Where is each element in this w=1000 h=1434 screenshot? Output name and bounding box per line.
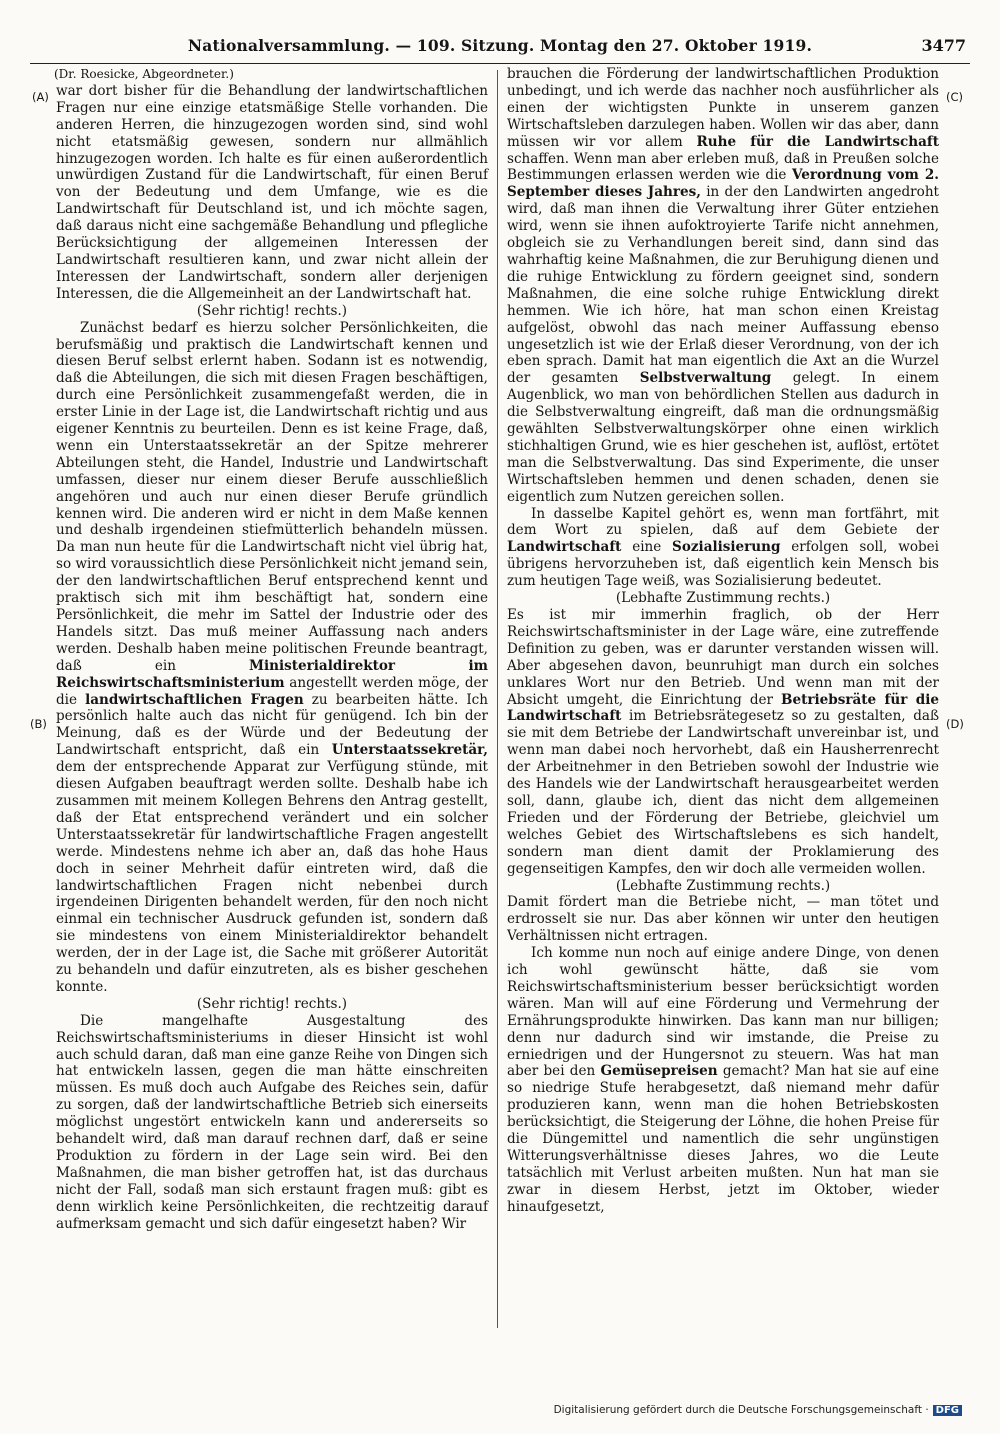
bold-term: landwirtschaftlichen Fragen [85, 691, 304, 708]
bold-term: Ruhe für die Landwirtschaft [696, 133, 939, 150]
digitization-credit [554, 1404, 962, 1416]
bold-term: Gemüsepreisen [600, 1063, 718, 1080]
header-rule [30, 63, 970, 64]
margin-marker-b: (B) [30, 717, 47, 731]
bold-term: Landwirtschaft [507, 539, 622, 556]
paragraph: Die mangelhafte Ausgestaltung des Reichswirtschaftsministeriums in dieser Hinsicht ist wohl auch schuld daran, daß man eine ganze Reihe von Dingen sich hat entwickeln lassen, gegen die man hätte einschreiten müssen. Es muß doch auch Aufgabe des Reiches sein, dafür zu sorgen, daß der landwirtschaftliche Betrieb sich einerseits möglichst ungestört entwickeln kann und andererseits so behandelt wird, daß man darauf rechnen darf, daß er seine Produktion zu fördern in der Lage sein wird. Bei den Maßnahmen, die man bisher getroffen hat, ist das durchaus nicht der Fall, sodaß man sich erstaunt fragen muß: gibt es denn wirklich keine Persönlichkeiten, die rechtzeitig darauf aufmerksam gemacht und sich dafür eingesetzt haben? Wir [56, 1012, 488, 1232]
interjection: (Sehr richtig! rechts.) [196, 995, 348, 1012]
bold-term: Unterstaatssekretär, [331, 742, 488, 759]
bold-term: Betriebsräte für die Landwirtschaft [507, 691, 939, 725]
paragraph: In dasselbe Kapitel gehört es, wenn man fortfährt, mit dem Wort zu spielen, daß auf dem Gebiete der Landwirtschaft eine Sozialisierung erfolgen soll, wobei übrigens hervorzuheben ist, daß eigentlich kein Mensch bis zum heutigen Tage weiß, was Sozialisierung bedeutet. [507, 505, 940, 590]
running-title: Nationalversammlung. — 109. Sitzung. Montag den 27. Oktober 1919. [187, 36, 813, 55]
paragraph: Damit fördert man die Betriebe nicht, — man tötet und erdrosselt sie nur. Das aber können wir unter den heutigen Verhältnissen nicht ertragen. [507, 894, 939, 945]
bold-term: Verordnung vom 2. September dieses Jahres, [507, 167, 939, 201]
dfg-logo: DFG [933, 1405, 962, 1416]
column-separator [497, 70, 498, 1328]
paragraph: war dort bisher für die Behandlung der landwirtschaftlichen Fragen nur eine einzige etatsmäßige Stelle vorhanden. Die anderen Herren, die hinzugezogen worden sind, sind wohl nicht etatsmäßig gewesen, sondern nur allmählich hinzugezogen worden. Ich halte es für einen außerordentlich unwürdigen Zustand für die Landwirtschaft, für einen Beruf von der Bedeutung und dem Umfange, wie es die Landwirtschaft für Deutschland ist, und ich möchte sagen, daß daraus nicht eine sachgemäße Behandlung und pflegliche Berücksichtigung der allgemeinen Interessen der Landwirtschaft resultieren kann, und zwar nicht allein der Interessen der Landwirtschaft, sondern aller derjenigen Interessen, die die Allgemeinheit an der Landwirtschaft hat. [56, 82, 488, 302]
page-header [30, 36, 970, 62]
interjection: (Sehr richtig! rechts.) [196, 302, 348, 319]
paragraph: Es ist mir immerhin fraglich, ob der Herr Reichswirtschaftsminister in der Lage wäre, eine zutreffende Definition zu geben, was er darunter verstanden wissen will. Aber abgesehen davon, beunruhigt man durch ein solches unklares Wort nur den Betrieb. Und wenn man mit der Absicht umgeht, die Einrichtung der Betriebsräte für die Landwirtschaft im Betriebsrätegesetz so zu gestalten, daß sie mit dem Betriebe der Landwirtschaft unvereinbar ist, und wenn man dabei noch hervorhebt, daß ein Hausherrenrecht der Arbeitnehmer in den Betrieben sowohl der Industrie wie des Handels wie der Landwirtschaft herausgearbeitet werden soll, dann, glaube ich, dient das nicht dem allgemeinen Frieden und der Förderung der Betriebe, gleichviel um welches Gebiet des Wirtschaftslebens es sich handelt, sondern man dient damit der Proklamierung des gegenseitigen Kampfes, den wir doch alle vermeiden wollen. [507, 607, 939, 877]
interjection: (Lebhafte Zustimmung rechts.) [615, 590, 831, 607]
page-number: 3477 [921, 36, 966, 55]
paragraph: brauchen die Förderung der landwirtschaftlichen Produktion unbedingt, und ich werde das nachher noch ausführlicher als einen der wichtigsten Punkte in unserem ganzen Wirtschaftsleben darzulegen haben. Wollen wir das aber, dann müssen wir vor allem Ruhe für die Landwirtschaft schaffen. Wenn man aber erleben muß, daß in Preußen solche Bestimmungen erlassen werden wie die Verordnung vom 2. September dieses Jahres, in der den Landwirten angedroht wird, daß man ihnen die Verwaltung ihrer Güter entziehen wird, wenn sie ihnen aufoktroyierte Tarife nicht annehmen, obgleich sie zu Verhandlungen bereit sind, dann sind das wahrhaftig keine Maßnahmen, die zur Beruhigung dienen und die ruhige Entwicklung zu fördern geeignet sind, sondern Maßnahmen, die eine solche ruhige Entwicklung direkt hemmen. Wie ich höre, hat man schon einen Kreistag aufgelöst, obwohl das nach meiner Auffassung ebenso ungesetzlich ist wie der Erlaß dieser Verordnung, von der ich eben sprach. Damit hat man eigentlich die Axt an die Wurzel der gesamten Selbstverwaltung gelegt. In einem Augenblick, wo man von behördlichen Stellen aus dadurch in die Selbstverwaltung eingreift, daß man die ordnungsmäßig gewählten Selbstverwaltungskörper ohne einen wirklich stichhaltigen Grund, wie es hier geschehen ist, auflöst, ertötet man die Selbstverwaltung. Das sind Experimente, die unser Wirtschaftsleben hemmen und denen schaden, denen sie eigentlich zum Nutzen gereichen sollen. [507, 66, 939, 505]
credit-text: Digitalisierung gefördert durch die Deutsche Forschungsgemeinschaft · [553, 1404, 929, 1416]
bold-term: Selbstverwaltung [639, 370, 772, 387]
bold-term: Sozialisierung [672, 539, 781, 556]
paragraph: Zunächst bedarf es hierzu solcher Persönlichkeiten, die berufsmäßig und praktisch die Landwirtschaft kennen und diesen Beruf selbst erlernt haben. Sodann ist es notwendig, daß die Abteilungen, die sich mit diesen Fragen beschäftigen, durch eine Persönlichkeit zusammengefaßt werden, die in erster Linie in der Lage ist, die Landwirtschaft richtig und aus eigener Kenntnis zu beurteilen. Denn es ist keine Frage, daß, wenn ein Unterstaatssekretär an der Spitze mehrerer Abteilungen steht, die Handel, Industrie und Landwirtschaft umfassen, dieser nur einem dieser Berufe ausschließlich angehören und auch nur einen dieser Berufe gründlich kennen wird. Die anderen wird er nicht in dem Maße kennen und deshalb irgendeinen stiefmütterlich behandeln müssen. Da man nun heute für die Landwirtschaft nicht viel übrig hat, so wird voraussichtlich diese Persönlichkeit nicht jemand sein, der den landwirtschaftlichen Beruf entsprechend kennt und praktisch sich mit ihm beschäftigt hat, sondern eine Persönlichkeit, die mehr im Sattel der Industrie oder des Handels sitzt. Das muß meiner Auffassung nach anders werden. Deshalb haben meine politischen Freunde beantragt, daß ein Ministerialdirektor im Reichswirtschaftsministerium angestellt werden möge, der die landwirtschaftlichen Fragen zu bearbeiten hätte. Ich persönlich halte auch das nicht für genügend. Ich bin der Meinung, daß es der Würde und der Bedeutung der Landwirtschaft entspricht, daß ein Unterstaatssekretär, dem der entsprechende Apparat zur Verfügung stünde, mit diesen Aufgaben beauftragt werden sollte. Deshalb habe ich zusammen mit meinem Kollegen Behrens den Antrag gestellt, daß der Etat entsprechend verändert und ein solcher Unterstaatssekretär für landwirtschaftliche Fragen angestellt werde. Mindestens nehme ich aber an, daß das hohe Haus doch in seiner Mehrheit dafür eintreten wird, daß die landwirtschaftlichen Fragen nicht nebenbei durch irgendeinen Dirigenten behandelt werden, für den noch nicht einmal ein technischer Ausdruck gefunden ist, sondern daß sie mindestens von einem Ministerialdirektor behandelt werden, der in der Lage ist, die Sache mit größerer Autorität zu behandeln und dafür einzutreten, als es bisher geschehen konnte. [56, 319, 488, 995]
margin-marker-a: (A) [32, 90, 49, 104]
margin-marker-d: (D) [946, 717, 964, 731]
bold-term: Ministerialdirektor im Reichswirtschaftsministerium [56, 657, 488, 691]
right-column [507, 66, 939, 1216]
interjection: (Lebhafte Zustimmung rechts.) [615, 877, 831, 894]
left-column [56, 66, 488, 1233]
paragraph: Ich komme nun noch auf einige andere Dinge, von denen ich wohl gewünscht hätte, daß sie vom Reichswirtschaftsministerium besser berücksichtigt worden wären. Man will auf eine Förderung und Vermehrung der Ernährungsprodukte hinwirken. Das kann man nur billigen; denn nur dadurch sind wir imstande, die Preise zu erniedrigen und der Hungersnot zu steuern. Was hat man aber bei den Gemüsepreisen gemacht? Man hat sie auf eine so niedrige Stufe herabgesetzt, daß niemand mehr dafür produzieren kann, wenn man die hohen Betriebskosten berücksichtigt, die Steigerung der Löhne, die hohen Preise für die Düngemittel und namentlich die sehr ungünstigen Witterungsverhältnisse dieses Jahres, wo die Leute tatsächlich mit Verlust arbeiten mußten. Nun hat man sie zwar in diesem Herbst, jetzt im Oktober, wieder hinaufgesetzt, [507, 945, 940, 1215]
margin-marker-c: (C) [946, 90, 964, 104]
speaker-attribution: (Dr. Roesicke, Abgeordneter.) [54, 67, 234, 81]
